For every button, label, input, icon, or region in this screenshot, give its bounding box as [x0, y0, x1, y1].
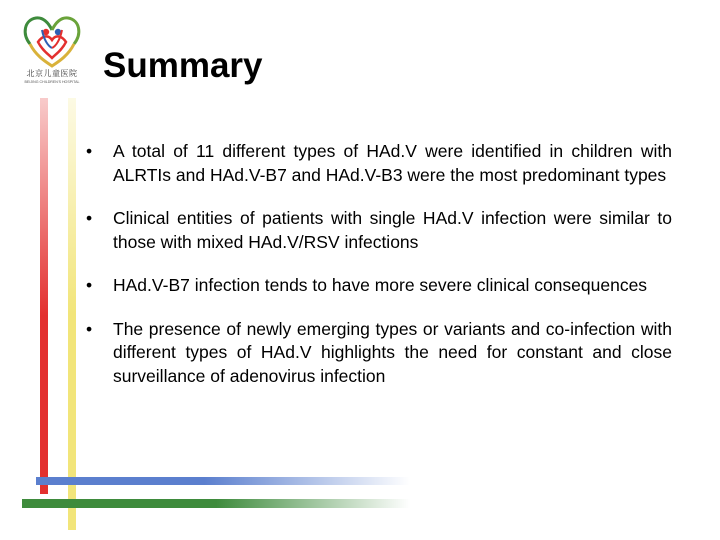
- bullet-marker: •: [86, 208, 93, 228]
- bullet-item: [86, 274, 672, 298]
- bullet-text: A total of 11 different types of HAd.V were identified in children with ALRTIs and HAd.V-B7 and HAd.V-B3 were the most predominant types: [113, 141, 672, 185]
- decor-bar-red-vertical: [40, 98, 48, 494]
- decor-bar-green-horizontal: [22, 499, 410, 508]
- slide-title: Summary: [103, 46, 263, 85]
- bullet-text: The presence of newly emerging types or variants and co-infection with different types of HAd.V highlights the need for constant and close surveillance of adenovirus infection: [113, 318, 672, 386]
- hospital-logo: [16, 12, 88, 90]
- decor-bar-yellow-vertical: [68, 98, 76, 530]
- bullet-text: HAd.V-B7 infection tends to have more severe clinical consequences: [113, 275, 648, 295]
- bullet-list: [86, 140, 672, 408]
- logo-chinese-text: 北京儿童医院: [26, 69, 78, 78]
- logo-emblem-icon: [16, 12, 88, 68]
- bullet-marker: •: [86, 275, 93, 295]
- bullet-marker: •: [86, 318, 93, 339]
- bullet-item: [86, 318, 672, 389]
- decor-bar-blue-horizontal: [36, 477, 410, 485]
- bullet-item: [86, 140, 672, 187]
- bullet-item: [86, 207, 672, 254]
- bullet-text: Clinical entities of patients with single HAd.V infection were similar to those with mixed HAd.V/RSV infections: [113, 208, 672, 252]
- bullet-marker: •: [86, 141, 93, 161]
- logo-english-text: BEIJING CHILDREN'S HOSPITAL: [24, 80, 80, 84]
